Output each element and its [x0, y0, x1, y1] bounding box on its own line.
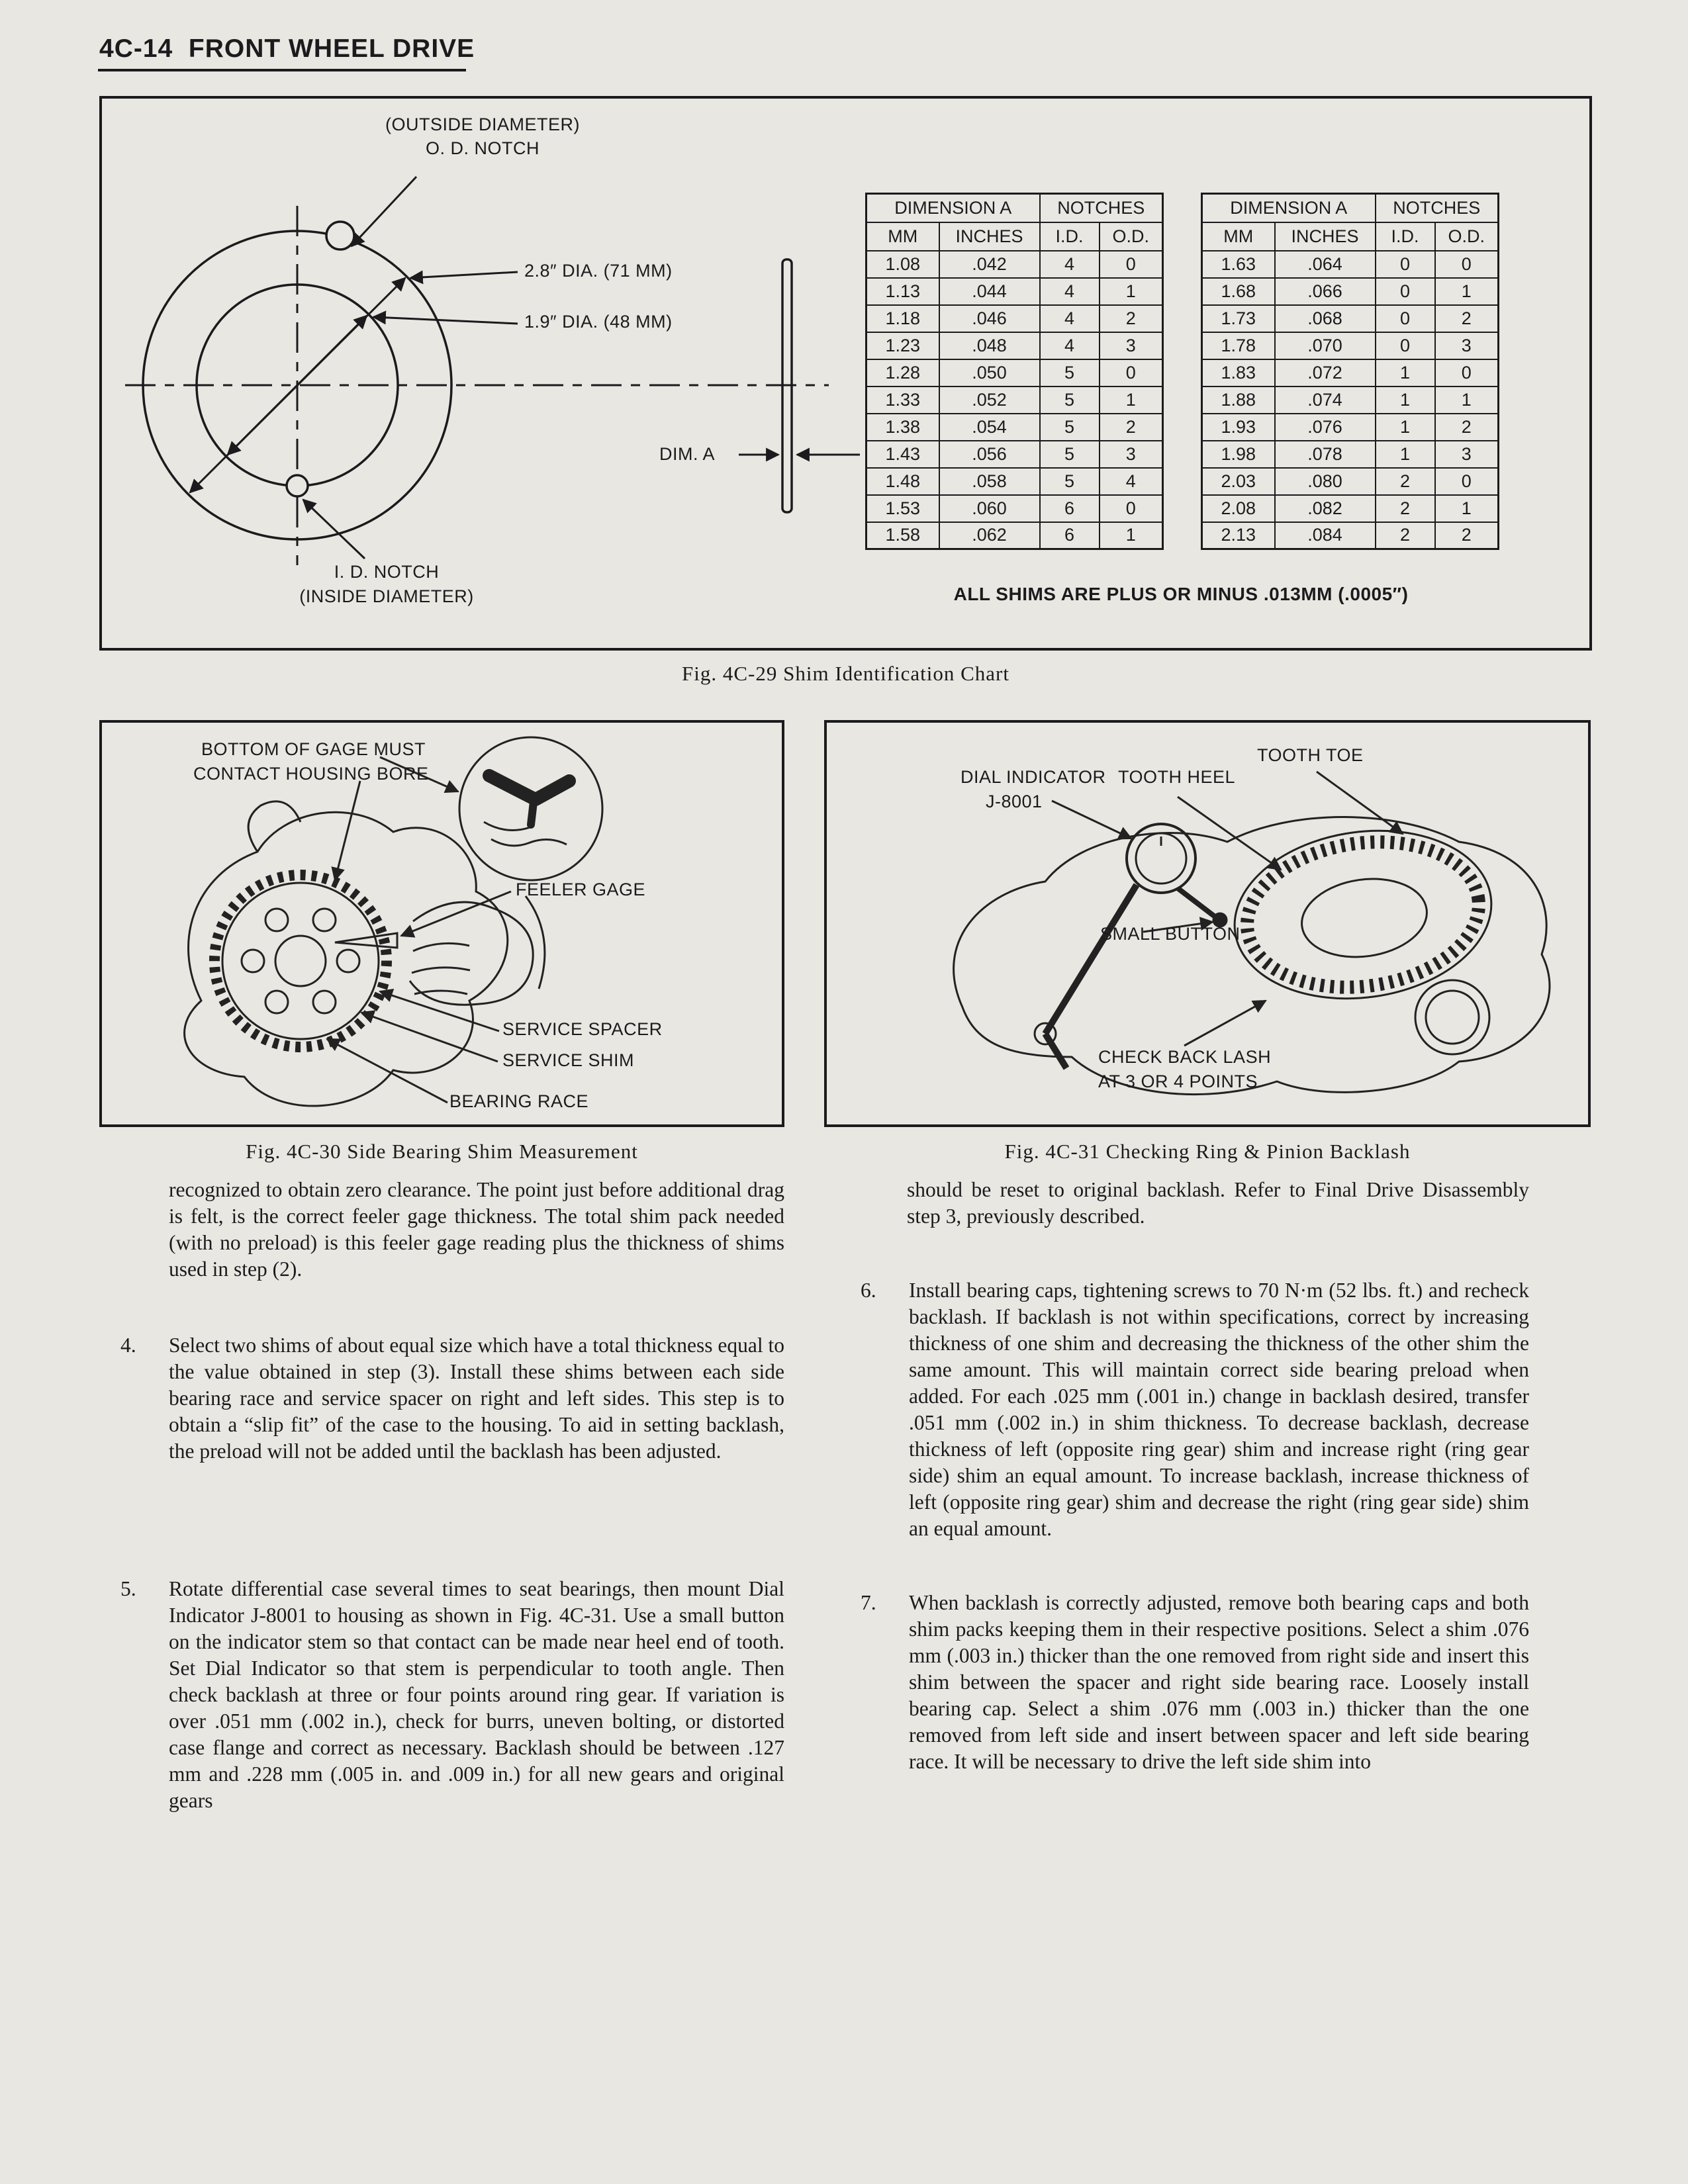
left-intro-paragraph: recognized to obtain zero clearance. The point just before additional drag is felt, is the correct feeler gage thickness. The total shim pack needed (with no preload) is this feeler gage reading plus the thickness of shims used in step (2).	[169, 1178, 784, 1281]
shim-table-cell: 4	[1040, 305, 1100, 332]
shim-table-cell: 1.33	[867, 387, 939, 414]
shim-table-cell: 2.13	[1202, 522, 1275, 549]
item-number: 4.	[120, 1334, 136, 1357]
col-header-od: O.D.	[1100, 222, 1163, 251]
shim-table-cell: 1	[1376, 441, 1435, 468]
shim-table-row	[867, 468, 1163, 495]
shim-table-cell: 0	[1435, 251, 1499, 278]
shim-table-row	[867, 332, 1163, 359]
shim-table-row	[867, 522, 1163, 549]
col-header-inches: INCHES	[1275, 222, 1376, 251]
shim-table-row	[1202, 414, 1499, 441]
shim-table-cell: 1	[1376, 414, 1435, 441]
fig-4c30-caption: Fig. 4C-30 Side Bearing Shim Measurement	[246, 1140, 638, 1163]
dim-a-label: DIM. A	[659, 444, 716, 464]
shim-table-cell: .044	[939, 278, 1040, 305]
shim-table-cell: .058	[939, 468, 1040, 495]
left-column	[99, 1177, 784, 1814]
shim-table-cell: 2.03	[1202, 468, 1275, 495]
shim-table-cell: 1	[1376, 359, 1435, 387]
dimension-a-header: DIMENSION A	[867, 194, 1040, 222]
shim-table-cell: .046	[939, 305, 1040, 332]
shim-table-cell: 2	[1435, 305, 1499, 332]
shim-table-cell: .056	[939, 441, 1040, 468]
shim-table-row	[1202, 251, 1499, 278]
shim-table-cell: 0	[1376, 251, 1435, 278]
shim-table-cell: 1.08	[867, 251, 939, 278]
list-item-5	[99, 1576, 784, 1814]
notches-header: NOTCHES	[1376, 194, 1499, 222]
shim-table-cell: 0	[1100, 251, 1163, 278]
shim-table-cell: 1	[1435, 278, 1499, 305]
shim-table-cell: 0	[1376, 332, 1435, 359]
shim-table-cell: .070	[1275, 332, 1376, 359]
feeler-gage-label: FEELER GAGE	[516, 880, 646, 899]
fig-4c31-caption: Fig. 4C-31 Checking Ring & Pinion Backlash	[1004, 1140, 1411, 1163]
shim-table-row	[1202, 305, 1499, 332]
shim-table-cell: 0	[1435, 359, 1499, 387]
shim-table-row	[867, 305, 1163, 332]
dial-indicator-model-label: J-8001	[986, 792, 1043, 811]
shim-table-cell: 5	[1040, 468, 1100, 495]
shim-table-cell: 2	[1100, 305, 1163, 332]
shim-table-cell: .048	[939, 332, 1040, 359]
gage-note-line1: BOTTOM OF GAGE MUST	[201, 739, 426, 759]
item-number: 5.	[120, 1577, 136, 1600]
body-text	[99, 1177, 1592, 1814]
shim-table-cell: 4	[1100, 468, 1163, 495]
shim-table-cell: .062	[939, 522, 1040, 549]
gage-note-line2: CONTACT HOUSING BORE	[193, 764, 429, 784]
shim-table-cell: .076	[1275, 414, 1376, 441]
shim-table-cell: 4	[1040, 332, 1100, 359]
bearing-race-label: BEARING RACE	[449, 1091, 589, 1111]
shim-table-row	[867, 278, 1163, 305]
header-rule	[98, 69, 466, 71]
shim-table-cell: 1.23	[867, 332, 939, 359]
shim-table-row	[1202, 441, 1499, 468]
shim-table-row	[1202, 522, 1499, 549]
list-item-4	[99, 1332, 784, 1465]
shim-table-cell: 6	[1040, 522, 1100, 549]
shim-table-cell: 5	[1040, 387, 1100, 414]
shim-table-cell: 1.83	[1202, 359, 1275, 387]
shim-table-cell: 1	[1100, 387, 1163, 414]
shim-table-right	[1201, 193, 1499, 550]
col-header-od: O.D.	[1435, 222, 1499, 251]
col-header-mm: MM	[867, 222, 939, 251]
shim-table-cell: .074	[1275, 387, 1376, 414]
tooth-toe-label: TOOTH TOE	[1257, 745, 1364, 765]
item-number: 7.	[861, 1591, 876, 1614]
shim-table-row	[1202, 359, 1499, 387]
shim-table-cell: 1.28	[867, 359, 939, 387]
shim-table-cell: 0	[1376, 305, 1435, 332]
shim-table-cell: .082	[1275, 495, 1376, 522]
list-item-7	[827, 1590, 1529, 1775]
shim-table-cell: 2	[1376, 495, 1435, 522]
shim-table-cell: 1.58	[867, 522, 939, 549]
shim-table-cell: 2	[1435, 414, 1499, 441]
id-notch-shape	[287, 475, 308, 496]
shim-table-cell: 5	[1040, 359, 1100, 387]
dial-indicator-label: DIAL INDICATOR	[961, 767, 1106, 787]
shim-table-cell: 1.63	[1202, 251, 1275, 278]
shim-table-cell: 1	[1435, 387, 1499, 414]
shim-table-cell: 0	[1435, 468, 1499, 495]
shim-table-cell: .042	[939, 251, 1040, 278]
shim-tolerance-note: ALL SHIMS ARE PLUS OR MINUS .013MM (.0005″)	[953, 584, 1409, 604]
shim-table-cell: 0	[1376, 278, 1435, 305]
shim-table-cell: 1.53	[867, 495, 939, 522]
shim-table-cell: 2	[1376, 468, 1435, 495]
shim-table-cell: .072	[1275, 359, 1376, 387]
shim-table-cell: .066	[1275, 278, 1376, 305]
shim-table-cell: 3	[1435, 332, 1499, 359]
id-notch-label: I. D. NOTCH	[334, 562, 440, 582]
fig-4c31-box	[824, 720, 1591, 1127]
item-number: 6.	[861, 1279, 876, 1302]
shim-table-cell: 5	[1040, 441, 1100, 468]
shim-table-cell: 1	[1100, 522, 1163, 549]
item-text: Install bearing caps, tightening screws to 70 N·m (52 lbs. ft.) and recheck backlash. If backlash is not within specifications, correct by increasing thickness of one shim and decreasing the thickness of the other shim the same amount. This will maintain correct side bearing preload when added. For each .025 mm (.001 in.) change in backlash desired, transfer .051 mm (.002 in.) in shim thickness. To decrease backlash, decrease thickness of left (opposite ring gear) shim and increase right (ring gear side) shim an equal amount. To increase backlash, increase thickness of left (opposite ring gear) shim and decrease the right (ring gear side) shim an equal amount.	[909, 1279, 1529, 1540]
shim-table-cell: 2	[1100, 414, 1163, 441]
right-column	[827, 1177, 1592, 1814]
shim-table-cell: 3	[1435, 441, 1499, 468]
fig-4c30-box	[99, 720, 784, 1127]
shim-table-cell: 1.13	[867, 278, 939, 305]
shim-table-cell: 0	[1100, 359, 1163, 387]
fig-4c29-caption: Fig. 4C-29 Shim Identification Chart	[682, 662, 1009, 685]
check-backlash-line2: AT 3 OR 4 POINTS	[1098, 1071, 1258, 1091]
shim-table-cell: 1.93	[1202, 414, 1275, 441]
shim-table-cell: 1	[1435, 495, 1499, 522]
shim-table-cell: 2.08	[1202, 495, 1275, 522]
shim-table-cell: 1	[1100, 278, 1163, 305]
col-header-mm: MM	[1202, 222, 1275, 251]
notches-header: NOTCHES	[1040, 194, 1163, 222]
shim-table-row	[867, 387, 1163, 414]
shim-table-cell: 1.98	[1202, 441, 1275, 468]
shim-table-cell: 1.18	[867, 305, 939, 332]
shim-table-cell: 5	[1040, 414, 1100, 441]
list-item-6	[827, 1277, 1529, 1542]
shim-table-row	[1202, 468, 1499, 495]
shim-table-cell: .052	[939, 387, 1040, 414]
shim-table-cell: 4	[1040, 251, 1100, 278]
shim-table-cell: 1.48	[867, 468, 939, 495]
shim-table-row	[1202, 332, 1499, 359]
shim-table-cell: .050	[939, 359, 1040, 387]
shim-table-cell: 1.68	[1202, 278, 1275, 305]
shim-table-row	[867, 441, 1163, 468]
page-title: 4C-14 FRONT WHEEL DRIVE	[99, 34, 475, 63]
service-spacer-label: SERVICE SPACER	[502, 1019, 663, 1039]
shim-table-cell: .064	[1275, 251, 1376, 278]
od-notch-shape	[326, 222, 354, 250]
shim-table-cell: 1.43	[867, 441, 939, 468]
tooth-heel-label: TOOTH HEEL	[1118, 767, 1236, 787]
shim-table-left	[865, 193, 1164, 550]
shim-table-cell: 2	[1376, 522, 1435, 549]
od-notch-label: O. D. NOTCH	[426, 138, 539, 158]
right-intro-paragraph: should be reset to original backlash. Refer to Final Drive Disassembly step 3, previously described.	[907, 1178, 1529, 1228]
col-header-inches: INCHES	[939, 222, 1040, 251]
shim-table-cell: .080	[1275, 468, 1376, 495]
shim-table-cell: .054	[939, 414, 1040, 441]
shim-table-cell: .068	[1275, 305, 1376, 332]
inside-diameter-label: (INSIDE DIAMETER)	[299, 586, 474, 606]
shim-table-cell: 3	[1100, 441, 1163, 468]
col-header-id: I.D.	[1040, 222, 1100, 251]
shim-table-row	[867, 251, 1163, 278]
shim-table-cell: .084	[1275, 522, 1376, 549]
service-shim-label: SERVICE SHIM	[502, 1050, 635, 1070]
item-text: Rotate differential case several times to seat bearings, then mount Dial Indicator J-8001 to housing as shown in Fig. 4C-31. Use a small button on the indicator stem so that contact can be made near heel end of tooth. Set Dial Indicator so that stem is perpendicular to tooth angle. Then check backlash at three or four points around ring gear. If variation is over .051 mm (.002 in.), check for burrs, uneven bolting, or distorted case flange and correct as necessary. Backlash should be between .127 mm and .228 mm (.005 in. and .009 in.) for all new gears and original gears	[169, 1577, 784, 1812]
inner-diameter-label: 1.9″ DIA. (48 MM)	[524, 312, 673, 332]
shim-table-row	[1202, 495, 1499, 522]
shim-table-cell: .060	[939, 495, 1040, 522]
shim-table-cell: 1.73	[1202, 305, 1275, 332]
item-text: Select two shims of about equal size which have a total thickness equal to the value obtained in step (3). Install these shims between each side bearing race and service spacer on right and left sides. This step is to obtain a “slip fit” of the case to the housing. To aid in setting backlash, the preload will not be added until the backlash has been adjusted.	[169, 1334, 784, 1463]
shim-table-cell: .078	[1275, 441, 1376, 468]
item-text: When backlash is correctly adjusted, remove both bearing caps and both shim packs keeping them in their respective positions. Select a shim .076 mm (.003 in.) thicker than the one removed from right side and insert this shim between the spacer and right side bearing race. Loosely install bearing cap. Select a shim .076 mm (.003 in.) thicker than the one removed from left side and insert between spacer and left side bearing race. It will be necessary to drive the left side shim into	[909, 1591, 1529, 1773]
shim-table-cell: 1.78	[1202, 332, 1275, 359]
shim-table-cell: 1.88	[1202, 387, 1275, 414]
shim-diagram	[102, 99, 863, 648]
shim-table-cell: 1	[1376, 387, 1435, 414]
shim-table-row	[867, 495, 1163, 522]
shim-table-cell: 0	[1100, 495, 1163, 522]
shim-table-cell: 6	[1040, 495, 1100, 522]
shim-table-cell: 1.38	[867, 414, 939, 441]
outside-diameter-label: (OUTSIDE DIAMETER)	[385, 114, 580, 134]
small-button-label: SMALL BUTTON	[1100, 924, 1241, 944]
shim-table-row	[867, 414, 1163, 441]
shim-table-row	[1202, 387, 1499, 414]
shim-table-cell: 3	[1100, 332, 1163, 359]
shim-table-cell: 4	[1040, 278, 1100, 305]
shim-table-cell: 2	[1435, 522, 1499, 549]
shim-table-row	[867, 359, 1163, 387]
shim-table-row	[1202, 278, 1499, 305]
dimension-a-header: DIMENSION A	[1202, 194, 1376, 222]
fig-4c29-box	[99, 96, 1592, 651]
check-backlash-line1: CHECK BACK LASH	[1098, 1047, 1272, 1067]
outer-diameter-label: 2.8″ DIA. (71 MM)	[524, 261, 673, 281]
col-header-id: I.D.	[1376, 222, 1435, 251]
